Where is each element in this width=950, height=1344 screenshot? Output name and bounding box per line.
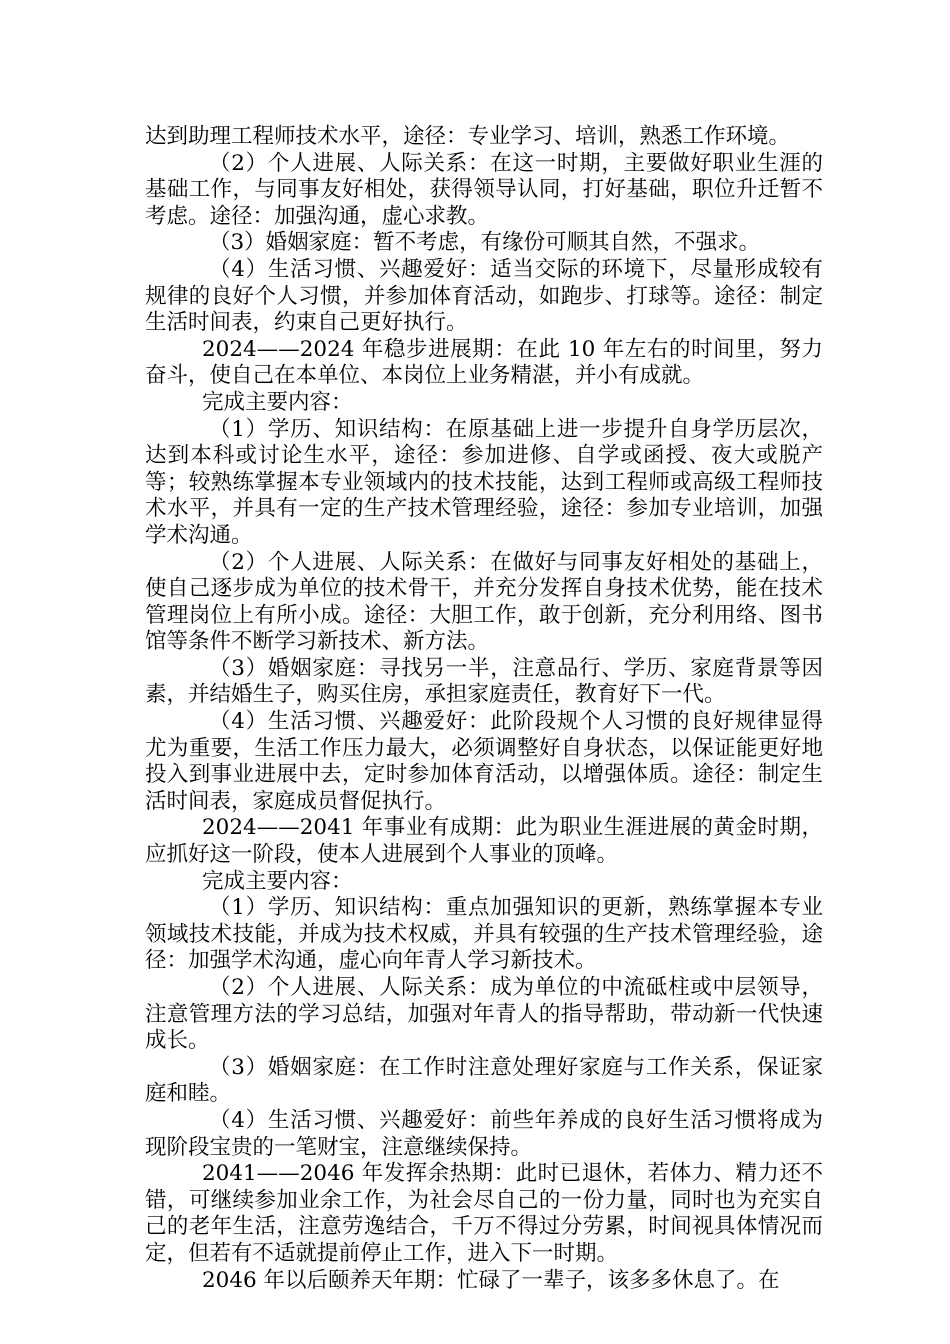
paragraph: （2）个人进展、人际关系：在做好与同事友好相处的基础上，使自己逐步成为单位的技术骨干，并充分发挥自身技术优势，能在技术管理岗位上有所小成。途径：大胆工作，敢于创新，充分利用络、图书馆等条件不断学习新技术、新方法。 [145, 549, 823, 655]
paragraph: 2046 年以后颐养天年期：忙碌了一辈子，该多多休息了。在 [202, 1267, 780, 1293]
paragraph: （4）生活习惯、兴趣爱好：前些年养成的良好生活习惯将成为现阶段宝贵的一笔财宝，注意继续保持。 [145, 1107, 823, 1160]
paragraph: 完成主要内容： [202, 868, 353, 894]
paragraph: （4）生活习惯、兴趣爱好：适当交际的环境下，尽量形成较有规律的良好个人习惯，并参加体育活动，如跑步、打球等。途径：制定生活时间表，约束自己更好执行。 [145, 256, 823, 336]
paragraph: （1）学历、知识结构：在原基础上进一步提升自身学历层次，达到本科或讨论生水平，途径：参加进修、自学或函授、夜大或脱产等；较熟练掌握本专业领域内的技术技能，达到工程师或高级工程师技术水平，并具有一定的生产技术管理经验，途径：参加专业培训，加强学术沟通。 [145, 416, 823, 548]
paragraph: （2）个人进展、人际关系：成为单位的中流砥柱或中层领导，注意管理方法的学习总结，加强对年青人的指导帮助，带动新一代快速成长。 [145, 975, 823, 1054]
paragraph: 达到助理工程师技术水平，途径：专业学习、培训，熟悉工作环境。 [145, 124, 791, 149]
paragraph: （3）婚姻家庭：在工作时注意处理好家庭与工作关系，保证家庭和睦。 [145, 1054, 823, 1107]
paragraph: 2024——2024 年稳步进展期：在此 10 年左右的时间里，努力奋斗，使自己在本单位、本岗位上业务精湛，并小有成就。 [145, 336, 823, 389]
paragraph: 2024——2041 年事业有成期：此为职业生涯进展的黄金时期，应抓好这一阶段，使本人进展到个人事业的顶峰。 [145, 815, 823, 868]
paragraph: 2041——2046 年发挥余热期：此时已退休，若体力、精力还不错，可继续参加业余工作，为社会尽自己的一份力量，同时也为充实自己的老年生活，注意劳逸结合，千万不得过分劳累，时间视具体情况而定，但若有不适就提前停止工作，进入下一时期。 [145, 1161, 823, 1266]
paragraph: 完成主要内容： [202, 389, 353, 415]
paragraph: （4）生活习惯、兴趣爱好：此阶段规个人习惯的良好规律显得尤为重要，生活工作压力最大，必须调整好自身状态，以保证能更好地投入到事业进展中去，定时参加体育活动，以增强体质。途径：制定生活时间表，家庭成员督促执行。 [145, 709, 823, 814]
paragraph: （1）学历、知识结构：重点加强知识的更新，熟练掌握本专业领域技术技能，并成为技术权威，并具有较强的生产技术管理经验，途径：加强学术沟通，虚心向年青人学习新技术。 [145, 895, 823, 974]
document-body [145, 124, 823, 1294]
paragraph: （2）个人进展、人际关系：在这一时期，主要做好职业生涯的基础工作，与同事友好相处，获得领导认同，打好基础，职位升迁暂不考虑。途径：加强沟通，虚心求教。 [145, 150, 823, 229]
paragraph: （3）婚姻家庭：寻找另一半，注意品行、学历、家庭背景等因素，并结婚生子，购买住房，承担家庭责任，教育好下一代。 [145, 655, 823, 708]
paragraph: （3）婚姻家庭：暂不考虑，有缘份可顺其自然，不强求。 [209, 230, 761, 256]
